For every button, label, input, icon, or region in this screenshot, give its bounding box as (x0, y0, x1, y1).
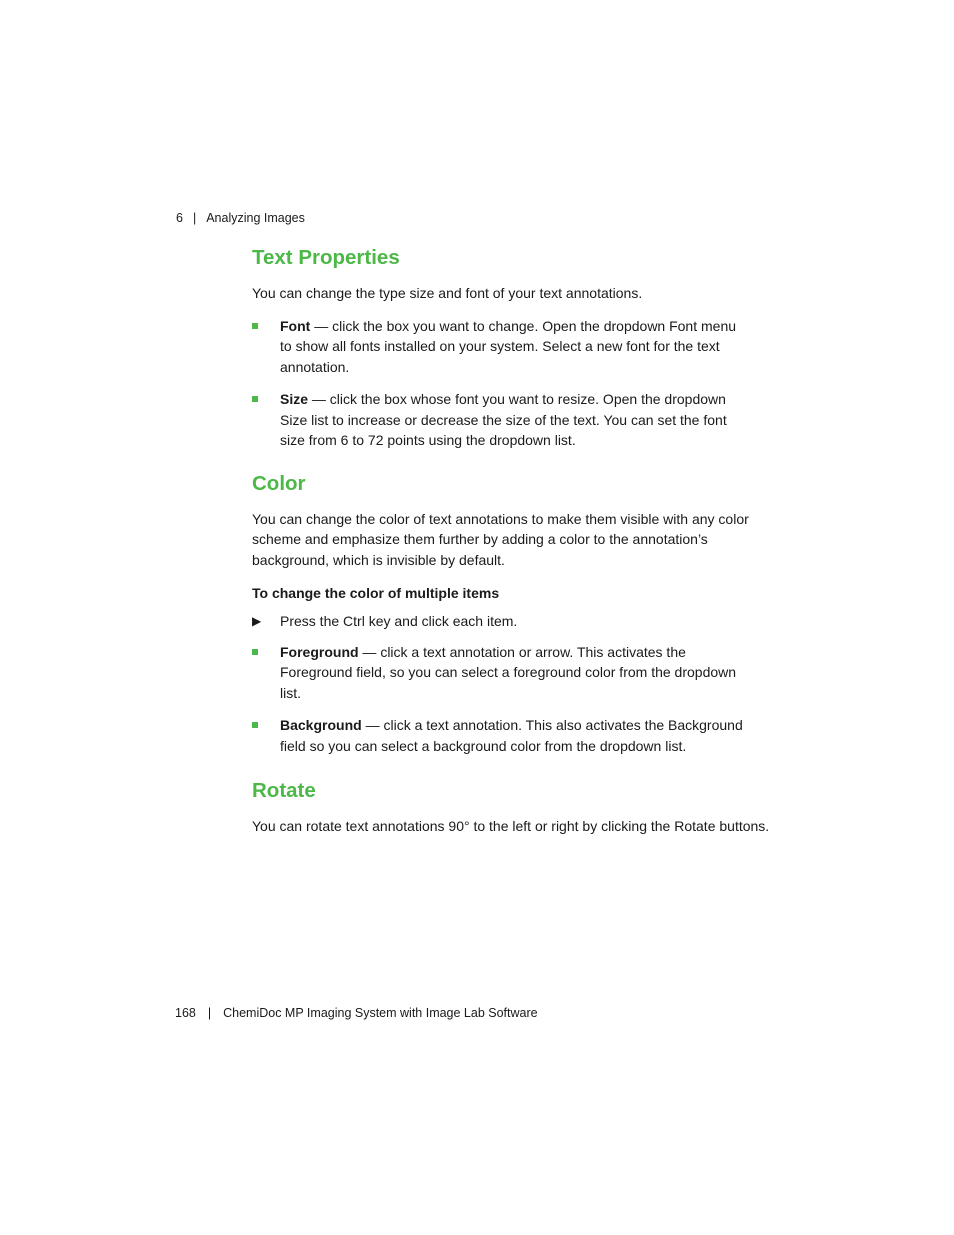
section-text-properties (252, 244, 792, 451)
running-header (176, 211, 305, 225)
triangle-arrow-icon: ▶ (252, 614, 262, 628)
rotate-intro: You can rotate text annotations 90° to the left or right by clicking the Rotate buttons. (252, 818, 770, 834)
text-properties-intro: You can change the type size and font of your text annotations. (252, 285, 643, 301)
book-title: ChemiDoc MP Imaging System with Image Lab Software (223, 1006, 538, 1020)
term-foreground: Foreground (280, 643, 359, 660)
procedure-step (252, 611, 792, 632)
list-item-font (252, 316, 750, 378)
desc-size: — click the box whose font you want to resize. Open the dropdown Size list to increase or decrease the size of the text. You can set the font size from 6 to 72 points using the dropdown list. (280, 391, 727, 448)
chapter-title: Analyzing Images (206, 211, 305, 225)
step-text: Press the Ctrl key and click each item. (280, 613, 518, 629)
heading-color: Color (252, 471, 306, 495)
desc-foreground: — click a text annotation or arrow. This activates the Foreground field, so you can select a foreground color from the dropdown list. (280, 643, 737, 701)
list-item-size (252, 389, 750, 451)
heading-text-properties: Text Properties (252, 246, 400, 269)
square-bullet-icon (252, 722, 258, 728)
text-properties-list (252, 316, 792, 451)
header-separator: | (192, 211, 197, 225)
term-background: Background (280, 717, 362, 733)
desc-font: — click the box you want to change. Open the dropdown Font menu to show all fonts installed on your system. Select a new font for the text annotation. (280, 317, 737, 375)
square-bullet-icon (252, 396, 258, 402)
square-bullet-icon (252, 649, 258, 655)
procedure-title: To change the color of multiple items (252, 585, 500, 601)
page-content (252, 244, 792, 837)
color-list (252, 642, 792, 757)
section-rotate (252, 777, 792, 837)
term-size: Size (280, 391, 309, 407)
running-footer (175, 1006, 538, 1020)
list-item-foreground (252, 642, 750, 704)
list-item-background (252, 715, 750, 756)
term-font: Font (280, 317, 311, 334)
footer-separator: | (207, 1006, 212, 1020)
desc-background: — click a text annotation. This also activates the Background field so you can select a background color from the dropdown list. (280, 717, 743, 754)
section-color (252, 470, 792, 757)
heading-rotate: Rotate (252, 779, 316, 802)
page-number: 168 (175, 1006, 196, 1020)
color-intro: You can change the color of text annotations to make them visible with any color scheme and emphasize them further by adding a color to the annotation’s background, which is invisible by default. (252, 510, 749, 568)
square-bullet-icon (252, 323, 258, 329)
chapter-number: 6 (176, 211, 183, 225)
